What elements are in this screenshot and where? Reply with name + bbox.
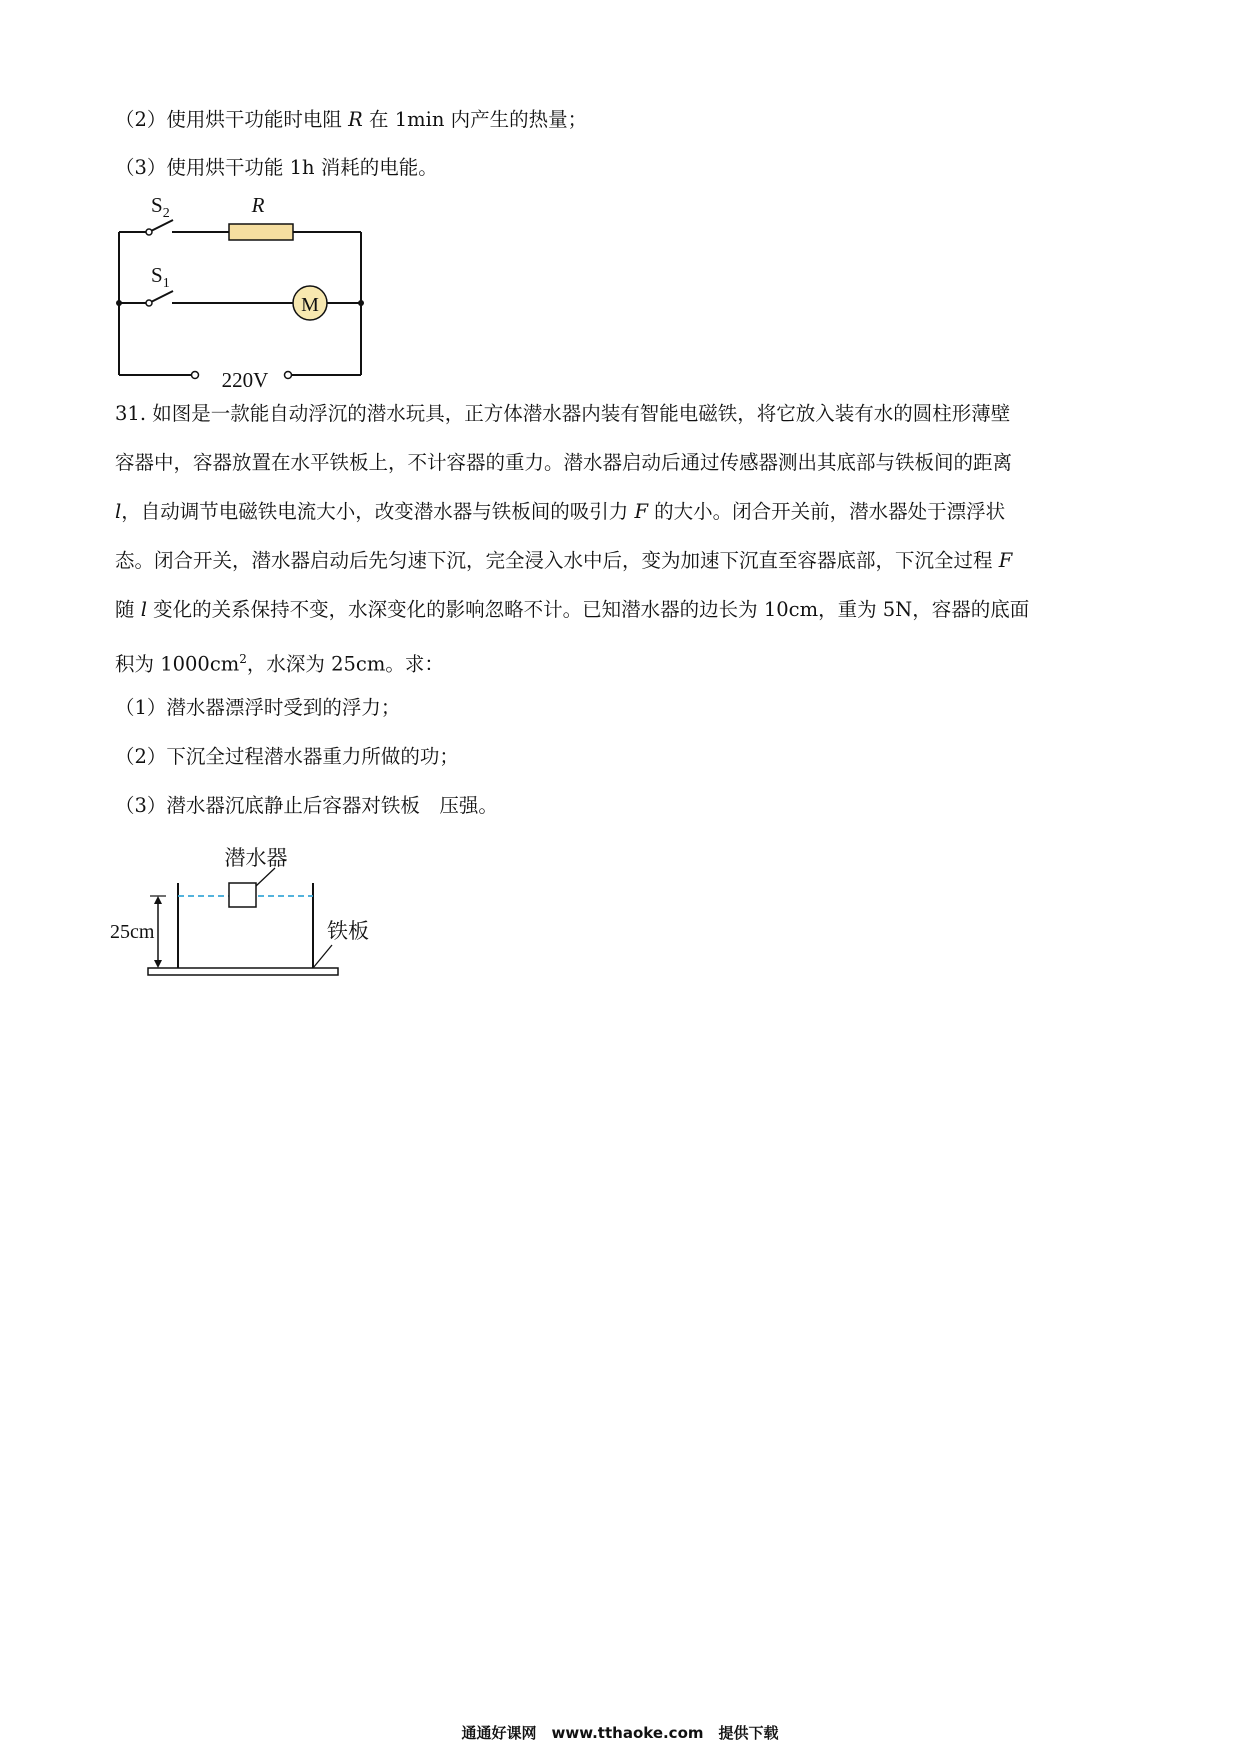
variable-l: l bbox=[115, 500, 122, 523]
item-text: （2）使用烘干功能时电阻 bbox=[115, 108, 349, 131]
variable-l: l bbox=[140, 598, 147, 621]
line-text: 态。闭合开关，潜水器启动后先匀速下沉，完全浸入水中后，变为加速下沉直至容器底部，下沉全过程 bbox=[115, 549, 999, 572]
question-31-line-5 bbox=[115, 598, 1029, 622]
diver-cube bbox=[229, 883, 256, 907]
prev-question-item-2 bbox=[115, 108, 587, 132]
switch-s2-contact bbox=[146, 229, 152, 235]
plate-pointer bbox=[313, 945, 332, 968]
page-footer: 通通好课网 www.tthaoke.com 提供下载 bbox=[461, 1724, 779, 1742]
variable-f: F bbox=[998, 549, 1013, 572]
diver-label: 潜水器 bbox=[224, 846, 288, 870]
junction-right bbox=[358, 300, 364, 306]
line-text: 的大小。闭合开关前，潜水器处于漂浮状 bbox=[647, 500, 1006, 523]
line-text: 随 bbox=[115, 598, 141, 621]
supply-label: 220V bbox=[221, 368, 269, 390]
item-text: 在 1min 内产生的热量； bbox=[362, 108, 588, 131]
question-31-sub-2: （2）下沉全过程潜水器重力所做的功； bbox=[115, 745, 459, 768]
question-31-sub-3: （3）潜水器沉底静止后容器对铁板 压强。 bbox=[115, 794, 498, 817]
resistor-label: R bbox=[251, 193, 265, 217]
junction-left bbox=[116, 300, 122, 306]
superscript: 2 bbox=[239, 652, 247, 666]
variable-r: R bbox=[348, 108, 363, 131]
question-31-sub-1: （1）潜水器漂浮时受到的浮力； bbox=[115, 696, 401, 719]
question-31-line-6 bbox=[115, 647, 444, 677]
switch-s1-contact bbox=[146, 300, 152, 306]
question-31-line-1: 31. 如图是一款能自动浮沉的潜水玩具，正方体潜水器内装有智能电磁铁，将它放入装有水的圆柱形薄壁 bbox=[115, 402, 1011, 425]
plate-label: 铁板 bbox=[327, 919, 369, 943]
line-text: ，水深为 25cm。求： bbox=[246, 652, 444, 676]
prev-question-item-3: （3）使用烘干功能 1h 消耗的电能。 bbox=[115, 156, 438, 179]
container-diagram bbox=[110, 838, 370, 983]
question-31-line-3 bbox=[115, 500, 1005, 524]
line-text: 变化的关系保持不变，水深变化的影响忽略不计。已知潜水器的边长为 10cm，重为 5N，容器的底面 bbox=[146, 598, 1030, 621]
line-text: ，自动调节电磁铁电流大小，改变潜水器与铁板间的吸引力 bbox=[121, 500, 635, 523]
line-text: 积为 1000cm bbox=[115, 652, 240, 676]
motor-label: M bbox=[301, 294, 319, 316]
variable-f: F bbox=[634, 500, 648, 523]
question-31-line-4 bbox=[115, 549, 1012, 573]
supply-terminal-right bbox=[285, 372, 292, 379]
question-31-line-2: 容器中，容器放置在水平铁板上，不计容器的重力。潜水器启动后通过传感器测出其底部与铁板间的距离 bbox=[115, 451, 1013, 474]
depth-arrow-bottom bbox=[154, 960, 162, 968]
switch-s2-label: $S_2$ bbox=[151, 193, 170, 221]
switch-s1-label: $S_1$ bbox=[151, 263, 170, 291]
resistor bbox=[229, 224, 293, 240]
iron-plate bbox=[148, 968, 338, 975]
diver-pointer bbox=[256, 868, 275, 886]
supply-terminal-left bbox=[192, 372, 199, 379]
circuit-diagram bbox=[105, 190, 385, 390]
depth-arrow-top bbox=[154, 896, 162, 904]
depth-label: 25cm bbox=[110, 921, 155, 943]
